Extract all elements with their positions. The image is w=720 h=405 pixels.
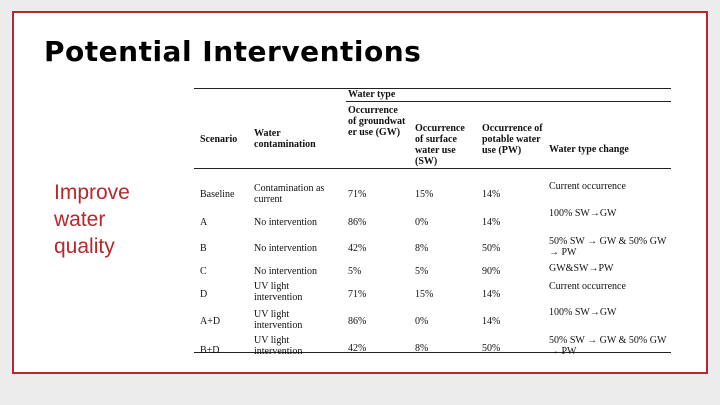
header-water-contamination: Water contamination — [254, 128, 316, 150]
row-scenario: D — [200, 289, 208, 300]
row-contamination: No intervention — [254, 266, 318, 277]
row-gw: 71% — [348, 189, 367, 200]
row-contamination: No intervention — [254, 217, 318, 228]
slide — [12, 11, 708, 374]
row-contamination: UV light intervention — [254, 309, 303, 331]
row-pw: 14% — [482, 316, 501, 327]
row-contamination: UV light intervention — [254, 335, 303, 357]
row-change: Current occurrence — [549, 181, 626, 192]
row-scenario: Baseline — [200, 189, 235, 200]
row-change: 100% SW→GW — [549, 307, 617, 318]
header-groundwater-use: Occurrence of groundwat er use (GW) — [348, 105, 406, 138]
row-change: 100% SW→GW — [549, 208, 617, 219]
row-sw: 15% — [415, 289, 434, 300]
row-contamination: UV light intervention — [254, 281, 303, 303]
bullet-text: Improve water quality — [54, 181, 130, 258]
header-scenario: Scenario — [200, 134, 238, 145]
header-surface-water-use: Occurrence of surface water use (SW) — [415, 123, 465, 167]
row-sw: 8% — [415, 243, 429, 254]
row-gw: 42% — [348, 343, 367, 354]
row-pw: 90% — [482, 266, 501, 277]
header-water-type-change: Water type change — [549, 144, 629, 155]
row-sw: 5% — [415, 266, 429, 277]
row-change: GW&SW→PW — [549, 263, 614, 274]
row-pw: 14% — [482, 189, 501, 200]
group-header-rule — [346, 101, 671, 102]
row-change: 50% SW → GW & 50% GW → PW — [549, 236, 667, 258]
row-gw: 42% — [348, 243, 367, 254]
group-header-water-type: Water type — [348, 89, 396, 100]
row-sw: 8% — [415, 343, 429, 354]
header-potable-water-use: Occurrence of potable water use (PW) — [482, 123, 543, 156]
row-scenario: A — [200, 217, 208, 228]
row-sw: 0% — [415, 217, 429, 228]
row-pw: 14% — [482, 217, 501, 228]
row-pw: 14% — [482, 289, 501, 300]
row-sw: 15% — [415, 189, 434, 200]
row-gw: 86% — [348, 316, 367, 327]
row-gw: 71% — [348, 289, 367, 300]
row-scenario: C — [200, 266, 207, 277]
header-bottom-rule — [194, 168, 671, 169]
row-pw: 50% — [482, 243, 501, 254]
interventions-table — [194, 84, 671, 357]
row-change: Current occurrence — [549, 281, 626, 292]
row-pw: 50% — [482, 343, 501, 354]
row-scenario: B — [200, 243, 207, 254]
row-gw: 86% — [348, 217, 367, 228]
row-change: 50% SW → GW & 50% GW → PW — [549, 335, 667, 357]
row-contamination: Contamination as current — [254, 183, 325, 205]
row-scenario: B+D — [200, 345, 220, 356]
row-contamination: No intervention — [254, 243, 318, 254]
row-sw: 0% — [415, 316, 429, 327]
row-gw: 5% — [348, 266, 362, 277]
row-scenario: A+D — [200, 316, 221, 327]
slide-title: Potential Interventions — [44, 35, 422, 68]
